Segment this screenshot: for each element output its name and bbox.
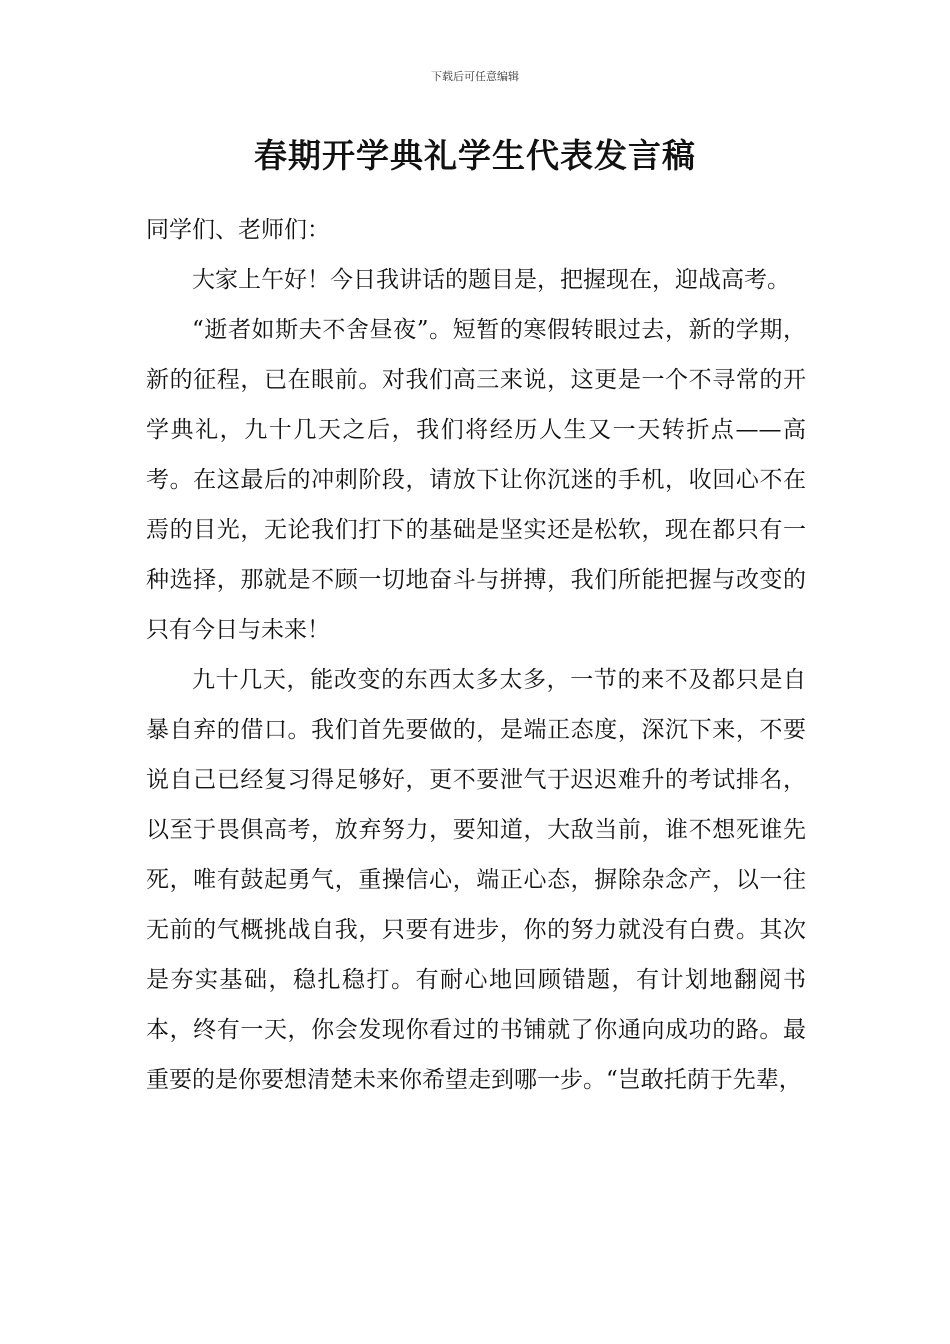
document-title: 春期开学典礼学生代表发言稿 [254,136,696,175]
paragraph-2: “逝者如斯夫不舍昼夜”。短暂的寒假转眼过去，新的学期，新的征程，已在眼前。对我们高三来说，这更是一个不寻常的开学典礼，九十几天之后，我们将经历人生又一天转折点——高考。在这最后的冲刺阶段，请放下让你沉迷的手机，收回心不在焉的目光，无论我们打下的基础是坚实还是松软，现在都只有一种选择，那就是不顾一切地奋斗与拼搏，我们所能把握与改变的只有今日与未来！ [146,317,806,643]
salutation: 同学们、老师们： [146,217,330,243]
header-note: 下载后可任意编辑 [431,70,519,83]
paragraph-3: 九十几天，能改变的东西太多太多，一节的来不及都只是自暴自弃的借口。我们首先要做的，是端正态度，深沉下来，不要说自己已经复习得足够好，更不要泄气于迟迟难升的考试排名，以至于畏俱高考，放弃努力，要知道，大敌当前，谁不想死谁先死，唯有鼓起勇气，重操信心，端正心态，摒除杂念产，以一往无前的气概挑战自我，只要有进步，你的努力就没有白费。其次是夯实基础，稳扎稳打。有耐心地回顾错题，有计划地翻阅书本，终有一天，你会发现你看过的书铺就了你通向成功的路。最重要的是你要想清楚未来你希望走到哪一步。“岂敢托荫于先辈， [146,667,806,1093]
document-body [146,205,806,1105]
paragraph-1: 大家上午好！今日我讲话的题目是，把握现在，迎战高考。 [192,267,790,293]
